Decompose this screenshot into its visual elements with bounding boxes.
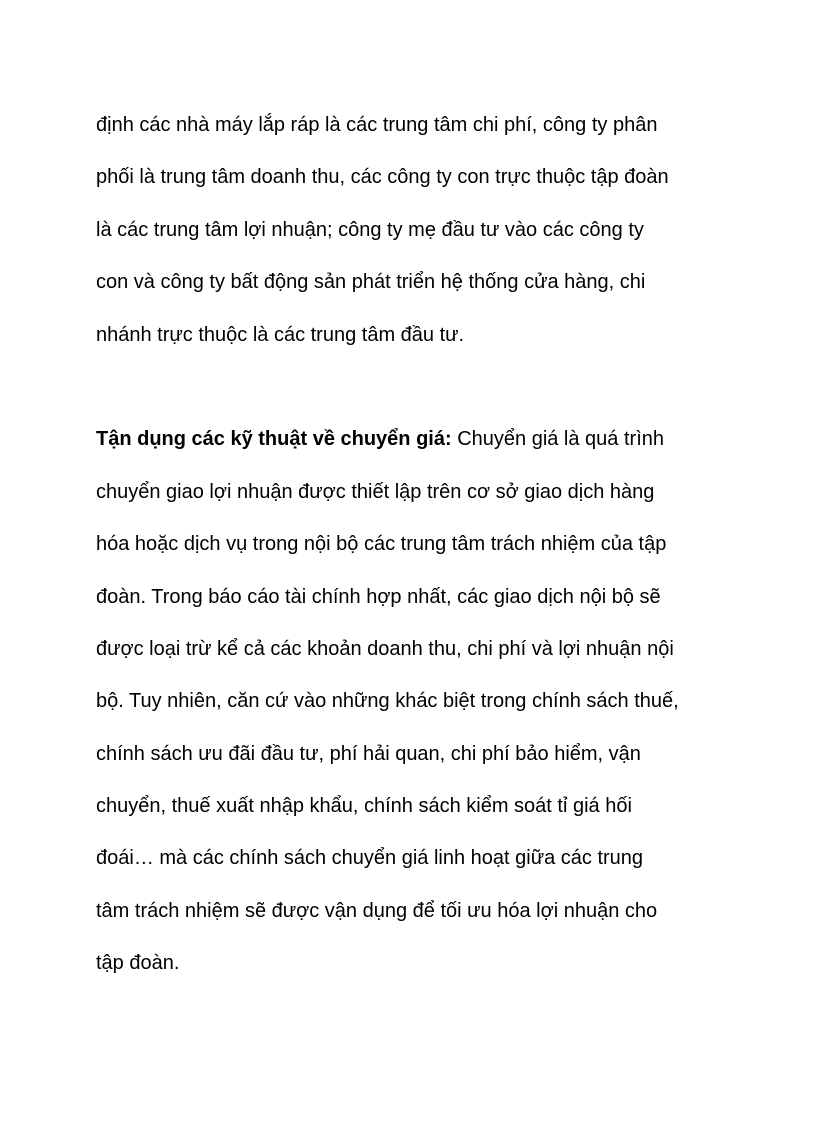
text-line: chuyển, thuế xuất nhập khẩu, chính sách kiểm soát tỉ giá hối bbox=[96, 795, 632, 818]
text-line: là các trung tâm lợi nhuận; công ty mẹ đầu tư vào các công ty bbox=[96, 218, 644, 241]
paragraph-transfer-pricing bbox=[96, 413, 736, 989]
text-line: chính sách ưu đãi đầu tư, phí hải quan, chi phí bảo hiểm, vận bbox=[96, 742, 641, 765]
text-line: tâm trách nhiệm sẽ được vận dụng để tối ưu hóa lợi nhuận cho bbox=[96, 899, 658, 922]
text-line: đoàn. Trong báo cáo tài chính hợp nhất, các giao dịch nội bộ sẽ bbox=[96, 585, 661, 608]
text-line: con và công ty bất động sản phát triển hệ thống cửa hàng, chi bbox=[96, 271, 646, 294]
text-line: được loại trừ kể cả các khoản doanh thu, chi phí và lợi nhuận nội bbox=[96, 637, 674, 660]
text-line: tập đoàn. bbox=[96, 952, 180, 975]
text-line: đoái… mà các chính sách chuyển giá linh hoạt giữa các trung bbox=[96, 847, 644, 870]
paragraph-cost-centers bbox=[96, 99, 736, 361]
heading-continuation: Chuyển giá là quá trình bbox=[451, 428, 665, 451]
text-line: hóa hoặc dịch vụ trong nội bộ các trung tâm trách nhiệm của tập bbox=[96, 533, 667, 556]
document-page bbox=[96, 99, 736, 990]
text-line: chuyển giao lợi nhuận được thiết lập trên cơ sở giao dịch hàng bbox=[96, 480, 655, 503]
text-line: bộ. Tuy nhiên, căn cứ vào những khác biệt trong chính sách thuế, bbox=[96, 690, 679, 713]
paragraph-spacer bbox=[96, 361, 736, 413]
text-line: định các nhà máy lắp ráp là các trung tâm chi phí, công ty phân bbox=[96, 114, 658, 136]
text-line: phối là trung tâm doanh thu, các công ty con trực thuộc tập đoàn bbox=[96, 166, 669, 189]
text-line bbox=[96, 413, 736, 465]
text-line: nhánh trực thuộc là các trung tâm đầu tư. bbox=[96, 323, 465, 346]
section-heading: Tận dụng các kỹ thuật về chuyển giá: bbox=[96, 428, 452, 451]
